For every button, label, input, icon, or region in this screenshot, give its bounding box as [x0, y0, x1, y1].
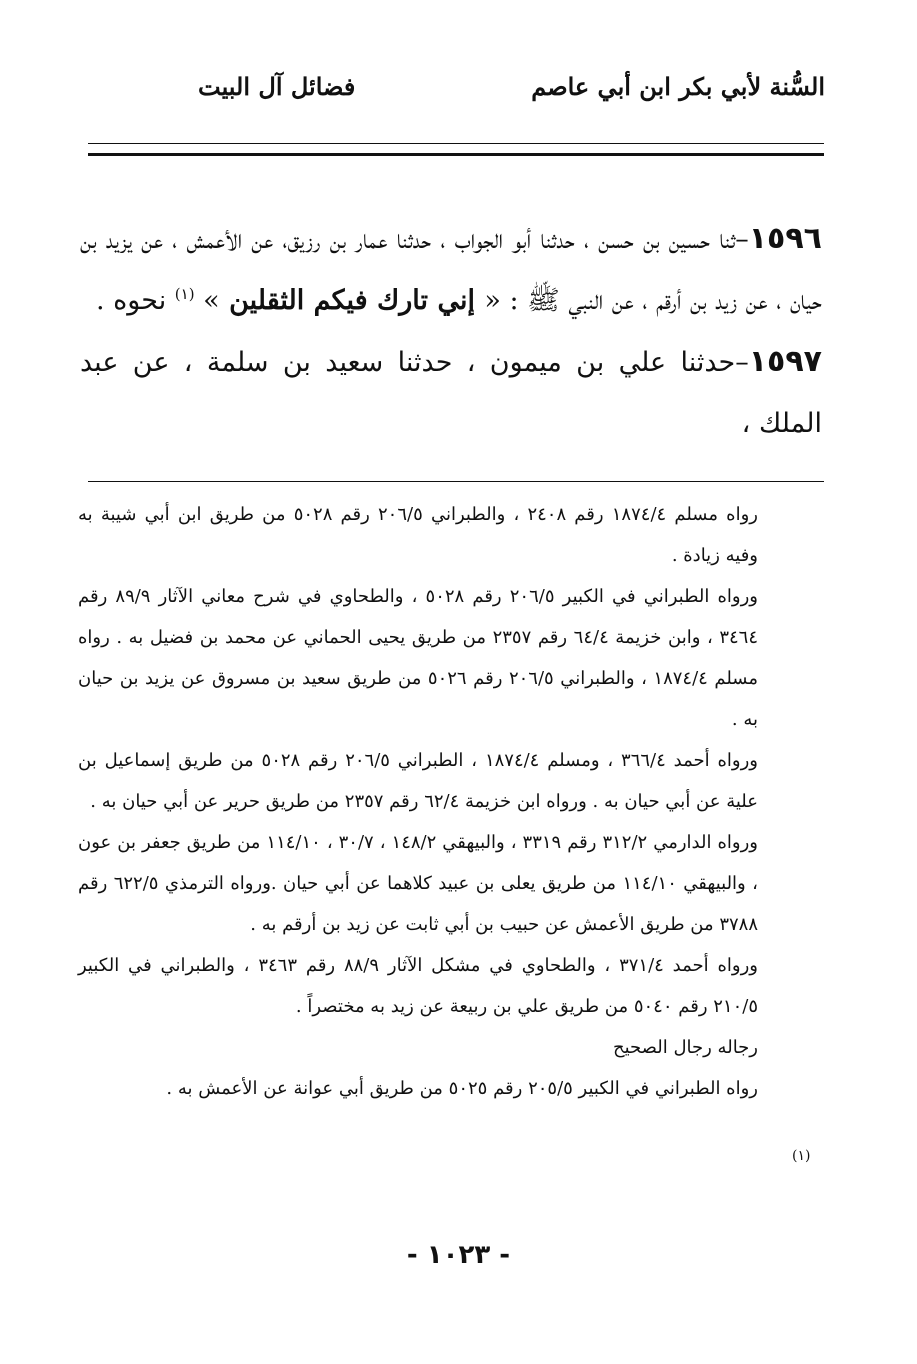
footnote-paragraph: ورواه الدارمي ٣١٢/٢ رقم ٣٣١٩ ، والبيهقي ١٤٨/٢ ، ٣٠/٧ ، ١١٤/١٠ من طريق جعفر بن عون ، والبيهقي ١١٤/١٠ من طريق يعلى بن عبيد كلاهما عن أبي حيان .ورواه الترمذي ٦٢٢/٥ رقم ٣٧٨٨ من طريق الأعمش عن حبيب بن أبي ثابت عن زيد بن أرقم به . [78, 832, 758, 935]
hadith-text: –ثنا حسين بن حسن ، حدثنا أبو الجواب ، حدثنا عمار بن رزيق، عن الأعمش ، عن يزيد بن حيان ، عن زيد بن أرقم ، عن النبي ﷺ : « [80, 224, 822, 316]
hadith-quote: إني تارك فيكم الثقلين [219, 285, 485, 316]
footnote-ref[interactable]: (١) [174, 285, 195, 303]
hadith-1596 [80, 208, 822, 331]
hadith-number: ١٥٩٦ [748, 221, 822, 256]
footnote-paragraph: رواه الطبراني في الكبير ٢٠٥/٥ رقم ٥٠٢٥ من طريق أبي عوانة عن الأعمش به . [166, 1078, 758, 1099]
footnote-marker: (١) [792, 1148, 811, 1164]
main-text [80, 208, 822, 454]
running-header-chapter-title: فضائل آل البيت [198, 72, 356, 101]
header-rule-thin [88, 143, 824, 144]
header-rule-thick [88, 153, 824, 156]
hadith-text: –حدثنا علي بن ميمون ، حدثنا سعيد بن سلمة ، عن عبد الملك ، [80, 347, 822, 439]
page-number: - ١٠٢٣ - [406, 1240, 511, 1270]
quote-close: » [203, 285, 220, 316]
footnote-paragraph: رواه مسلم ١٨٧٤/٤ رقم ٢٤٠٨ ، والطبراني ٢٠٦/٥ رقم ٥٠٢٨ من طريق ابن أبي شيبة به وفيه زيادة . [78, 504, 758, 566]
hadith-number: ١٥٩٧ [748, 344, 822, 379]
footnote-paragraph: ورواه أحمد ٣٧١/٤ ، والطحاوي في مشكل الآثار ٨٨/٩ رقم ٣٤٦٣ ، والطبراني في الكبير ٢١٠/٥ رقم ٥٠٤٠ من طريق علي بن ربيعة عن زيد به مختصراً . [78, 955, 758, 1017]
footnotes [78, 494, 758, 1109]
footnote-paragraph: رجاله رجال الصحيح [612, 1037, 758, 1058]
hadith-1597 [80, 331, 822, 454]
running-header-book-title: السُّنة لأبي بكر ابن أبي عاصم [531, 72, 825, 101]
footnote-paragraph: ورواه أحمد ٣٦٦/٤ ، ومسلم ١٨٧٤/٤ ، الطبراني ٢٠٦/٥ رقم ٥٠٢٨ من طريق إسماعيل بن علية عن أبي حيان به . ورواه ابن خزيمة ٦٢/٤ رقم ٢٣٥٧ من طريق حرير عن أبي حيان به . [78, 750, 758, 812]
hadith-ending: نحوه . [96, 285, 175, 316]
footnote-separator [88, 481, 824, 482]
footnote-paragraph: ورواه الطبراني في الكبير ٢٠٦/٥ رقم ٥٠٢٨ ، والطحاوي في شرح معاني الآثار ٨٩/٩ رقم ٣٤٦٤ ، وابن خزيمة ٦٤/٤ رقم ٢٣٥٧ من طريق يحيى الحماني عن محمد بن فضيل به . رواه مسلم ١٨٧٤/٤ ، والطبراني ٢٠٦/٥ رقم ٥٠٢٦ من طريق سعيد بن مسروق عن يزيد بن حيان به . [78, 586, 758, 730]
